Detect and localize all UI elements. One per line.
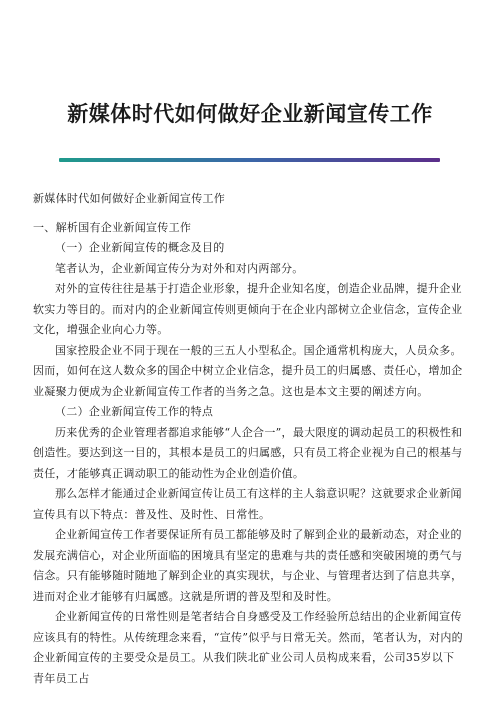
document-title: 新媒体时代如何做好企业新闻宣传工作 [67,101,433,126]
paragraph: 笔者认为，企业新闻宣传分为对外和对内两部分。 [55,261,304,275]
title-divider [59,158,440,162]
paragraph: 对外的宣传往往是基于打造企业形象，提升企业知名度，创造企业品牌，提升企业软实力等目的。而对内的企业新闻宣传则更倾向于在企业内部树立企业信念，宣传企业文化，增强企业向心力等。 [33,282,463,336]
subtitle-line: 新媒体时代如何做好企业新闻宣传工作 [33,192,226,205]
paragraph: 国家控股企业不同于现在一般的三五人小型私企。国企通常机构庞大，人员众多。因而，如何在这人数众多的国企中树立企业信念，提升员工的归属感、责任心，增加企业凝聚力便成为企业新闻宣传工作者的当务之急。这也是本文主要的阐述方向。 [33,343,463,398]
document-body [33,189,465,689]
subsection-heading: （二）企业新闻宣传工作的特点 [55,405,214,418]
section-heading: 一、解析国有企业新闻宣传工作 [33,220,192,234]
spacer [33,210,465,218]
paragraph: 企业新闻宣传工作者要保证所有员工都能够及时了解到企业的最新动态，对企业的发展充满信心，对企业所面临的困境具有坚定的患难与共的责任感和突破困境的勇气与信念。只有能够随时随地了解到企业的真实现状，与企业、与管理者达到了信息共享，进而对企业才能够有归属感。这就是所谓的普及型和及时性。 [33,528,463,603]
paragraph: 企业新闻宣传的日常性则是笔者结合自身感受及工作经验所总结出的企业新闻宣传应该具有的特性。从传统理念来看，“宣传”似乎与日常无关。然而，笔者认为，对内的企业新闻宣传的主要受众是员工。从我们陕北矿业公司人员构成来看，公司35岁以下青年员工占 [33,610,463,685]
subsection-heading: （一）企业新闻宣传的概念及目的 [55,241,225,254]
paragraph: 那么怎样才能通过企业新闻宣传让员工有这样的主人翁意识呢？这就要求企业新闻宣传具有以下特点：普及性、及时性、日常性。 [33,487,462,521]
paragraph: 历来优秀的企业管理者都追求能够“人企合一”，最大限度的调动起员工的积极性和创造性。要达到这一目的，其根本是员工的归属感，只有员工将企业视为自己的根基与责任，才能够真正调动职工的能动性为企业创造价值。 [33,425,463,480]
